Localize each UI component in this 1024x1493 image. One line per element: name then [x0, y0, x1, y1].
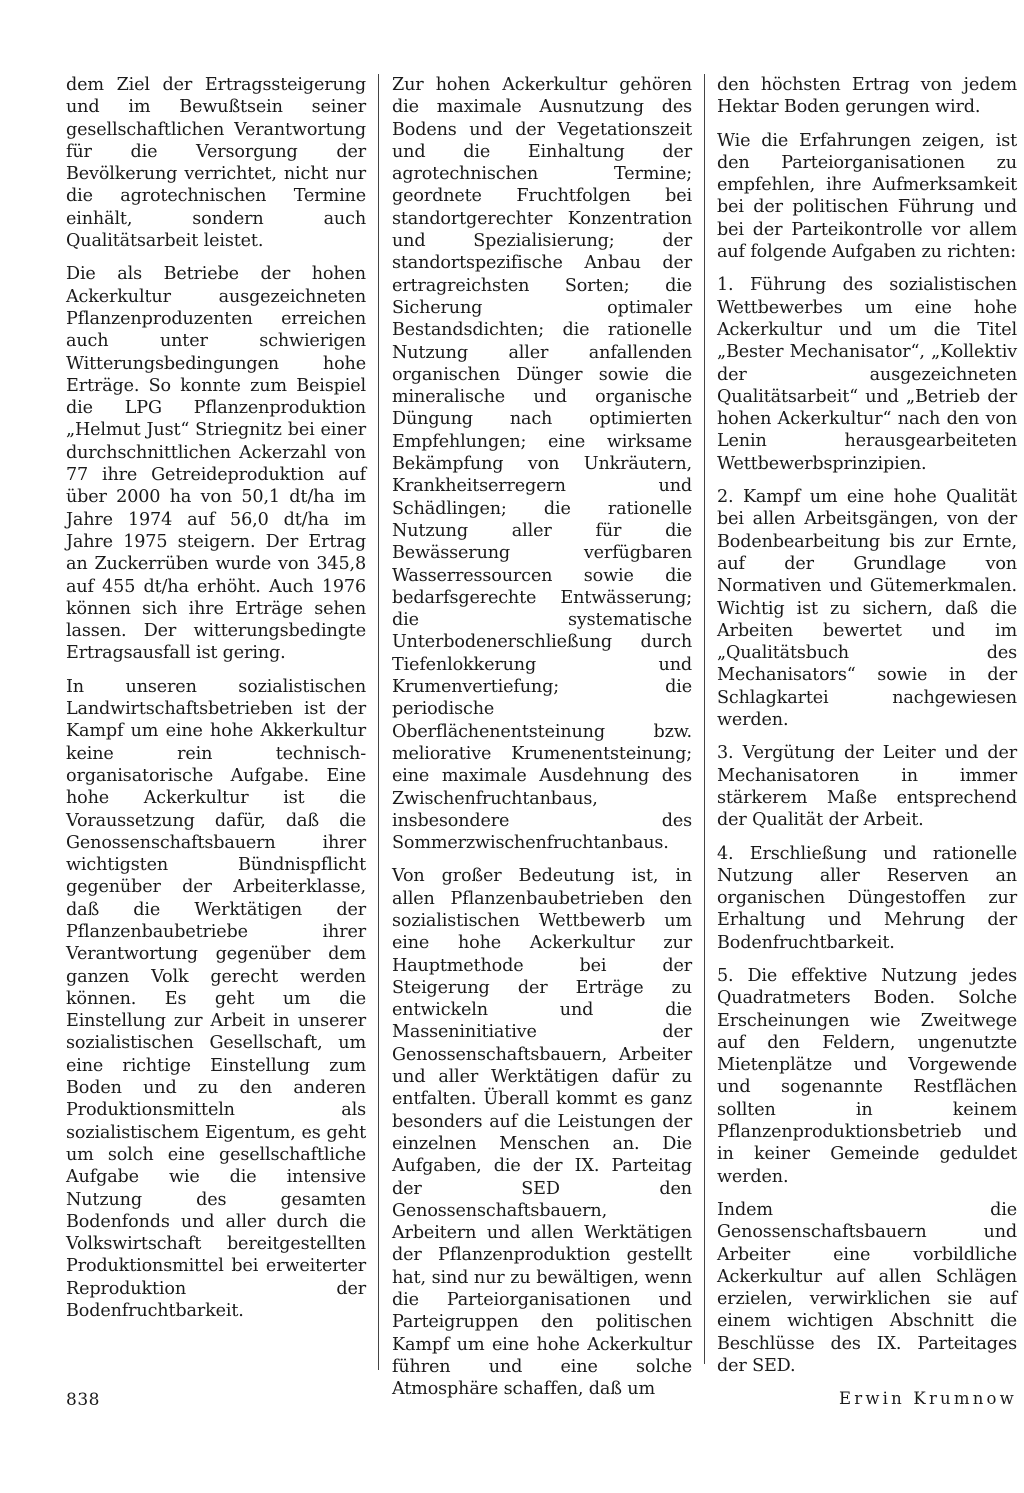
paragraph: Wie die Erfahrungen zeigen, ist den Parteiorganisationen zu empfehlen, ihre Aufmerksamkeit bei der politischen Führung und bei der Parteikontrolle vor allem auf folgende Aufgaben zu richten:	[717, 130, 1017, 263]
list-item: 4. Erschließung und rationelle Nutzung aller Reserven an organischen Düngestoffen zur Erhaltung und Mehrung der Bodenfruchtbarkeit.	[717, 843, 1017, 953]
list-item: 3. Vergütung der Leiter und der Mechanisatoren in immer stärkerem Maße entsprechend der Qualität der Arbeit.	[717, 743, 1017, 831]
text-column-1	[66, 74, 366, 1333]
text-column-3	[717, 74, 1017, 1411]
paragraph: Zur hohen Ackerkultur gehören die maximale Ausnutzung des Bodens und der Vegetationszeit und die Einhaltung der agrotechnischen Termine; geordnete Fruchtfolgen bei standortgerechter Konzentration und Spezialisierung; der standortspezifische Anbau der ertragreichsten Sorten; die Sicherung optimaler Bestandsdichten; die rationelle Nutzung aller anfallenden organischen Dünger sowie die mineralische und organische Düngung nach optimierten Empfehlungen; eine wirksame Bekämpfung von Unkräutern, Krankheitserregern und Schädlingen; die rationelle Nutzung aller für die Bewässerung verfügbaren Wasserressourcen sowie die bedarfsgerechte Entwässerung; die systematische Unterbodenerschließung durch Tiefenlokkerung und Krumenvertiefung; die periodische Oberflächenentsteinung bzw. meliorative Krumenentsteinung; eine maximale Ausdehnung des Zwischenfruchtanbaus, insbesondere des Sommerzwischenfruchtanbaus.	[392, 75, 692, 854]
author-signature: Erwin Krumnow	[839, 1389, 1017, 1409]
column-divider	[378, 74, 379, 1370]
paragraph: Von großer Bedeutung ist, in allen Pflanzenbaubetrieben den sozialistischen Wettbewerb um eine hohe Ackerkultur zur Hauptmethode bei der Steigerung der Erträge zu entwickeln und die Masseninitiative der Genossenschaftsbauern, Arbeiter und aller Werktätigen dafür zu entfalten. Überall kommt es ganz besonders auf die Leistungen der einzelnen Menschen an. Die Aufgaben, die der IX. Parteitag der SED den Genossenschaftsbauern, Arbeitern und allen Werktätigen der Pflanzenproduktion gestellt hat, sind nur zu bewältigen, wenn die Parteiorganisationen und Parteigruppen den politischen Kampf um eine hohe Ackerkultur führen und eine solche Atmosphäre schaffen, daß um	[392, 866, 692, 1400]
list-item: 2. Kampf um eine hohe Qualität bei allen Arbeitsgängen, von der Bodenbearbeitung bis zur Ernte, auf der Grundlage von Normativen und Gütemerkmalen. Wichtig ist zu sichern, daß die Arbeiten bewertet und im „Qualitätsbuch des Mechanisators“ sowie in der Schlagkartei nachgewiesen werden.	[717, 487, 1017, 731]
paragraph: den höchsten Ertrag von jedem Hektar Boden gerungen wird.	[717, 75, 1017, 118]
paragraph: In unseren sozialistischen Landwirtschaftsbetrieben ist der Kampf um eine hohe Akkerkultur keine rein technisch-organisatorische Aufgabe. Eine hohe Ackerkultur ist die Voraussetzung dafür, daß die Genossenschaftsbauern ihrer wichtigsten Bündnispflicht gegenüber der Arbeiterklasse, daß die Werktätigen der Pflanzenbaubetriebe ihrer Verantwortung gegenüber dem ganzen Volk gerecht werden können. Es geht um die Einstellung zur Arbeit in unserer sozialistischen Gesellschaft, um eine richtige Einstellung zum Boden und zu den anderen Produktionsmitteln als sozialistischem Eigentum, es geht um solch eine gesellschaftliche Aufgabe wie die intensive Nutzung des gesamten Bodenfonds und aller durch die Volkswirtschaft bereitgestellten Produktionsmittel bei erweiterter Reproduktion der Bodenfruchtbarkeit.	[66, 676, 366, 1322]
text-column-2	[392, 74, 692, 1412]
column-divider	[704, 74, 705, 1364]
page-number: 838	[66, 1390, 100, 1410]
list-item: 5. Die effektive Nutzung jedes Quadratmeters Boden. Solche Erscheinungen wie Zweitwege auf den Feldern, ungenutzte Mietenplätze und Vorgewende und sogenannte Restflächen sollten in keinem Pflanzenproduktionsbetrieb und in keiner Gemeinde geduldet werden.	[717, 965, 1017, 1187]
paragraph: Indem die Genossenschaftsbauern und Arbeiter eine vorbildliche Ackerkultur auf allen Schlägen erzielen, verwirklichen sie auf einem wichtigen Abschnitt die Beschlüsse des IX. Parteitages der SED.	[717, 1199, 1017, 1377]
paragraph: dem Ziel der Ertragssteigerung und im Bewußtsein seiner gesellschaftlichen Verantwortung für die Versorgung der Bevölkerung verrichtet, nicht nur die agrotechnischen Termine einhält, sondern auch Qualitätsarbeit leistet.	[66, 75, 366, 252]
list-item: 1. Führung des sozialistischen Wettbewerbes um eine hohe Ackerkultur und um die Titel „Bester Mechanisator“, „Kollektiv der ausgezeichneten Qualitätsarbeit“ und „Betrieb der hohen Ackerkultur“ nach den von Lenin herausgearbeiteten Wettbewerbsprinzipien.	[717, 275, 1017, 474]
paragraph: Die als Betriebe der hohen Ackerkultur ausgezeichneten Pflanzenproduzenten erreichen auch unter schwierigen Witterungsbedingungen hohe Erträge. So konnte zum Beispiel die LPG Pflanzenproduktion „Helmut Just“ Striegnitz bei einer durchschnittlichen Ackerzahl von 77 ihre Getreideproduktion auf über 2000 ha von 50,1 dt/ha im Jahre 1974 auf 56,0 dt/ha im Jahre 1975 steigern. Der Ertrag an Zuckerrüben wurde von 345,8 auf 455 dt/ha erhöht. Auch 1976 können sich ihre Erträge sehen lassen. Der witterungsbedingte Ertragsausfall ist gering.	[66, 264, 366, 664]
